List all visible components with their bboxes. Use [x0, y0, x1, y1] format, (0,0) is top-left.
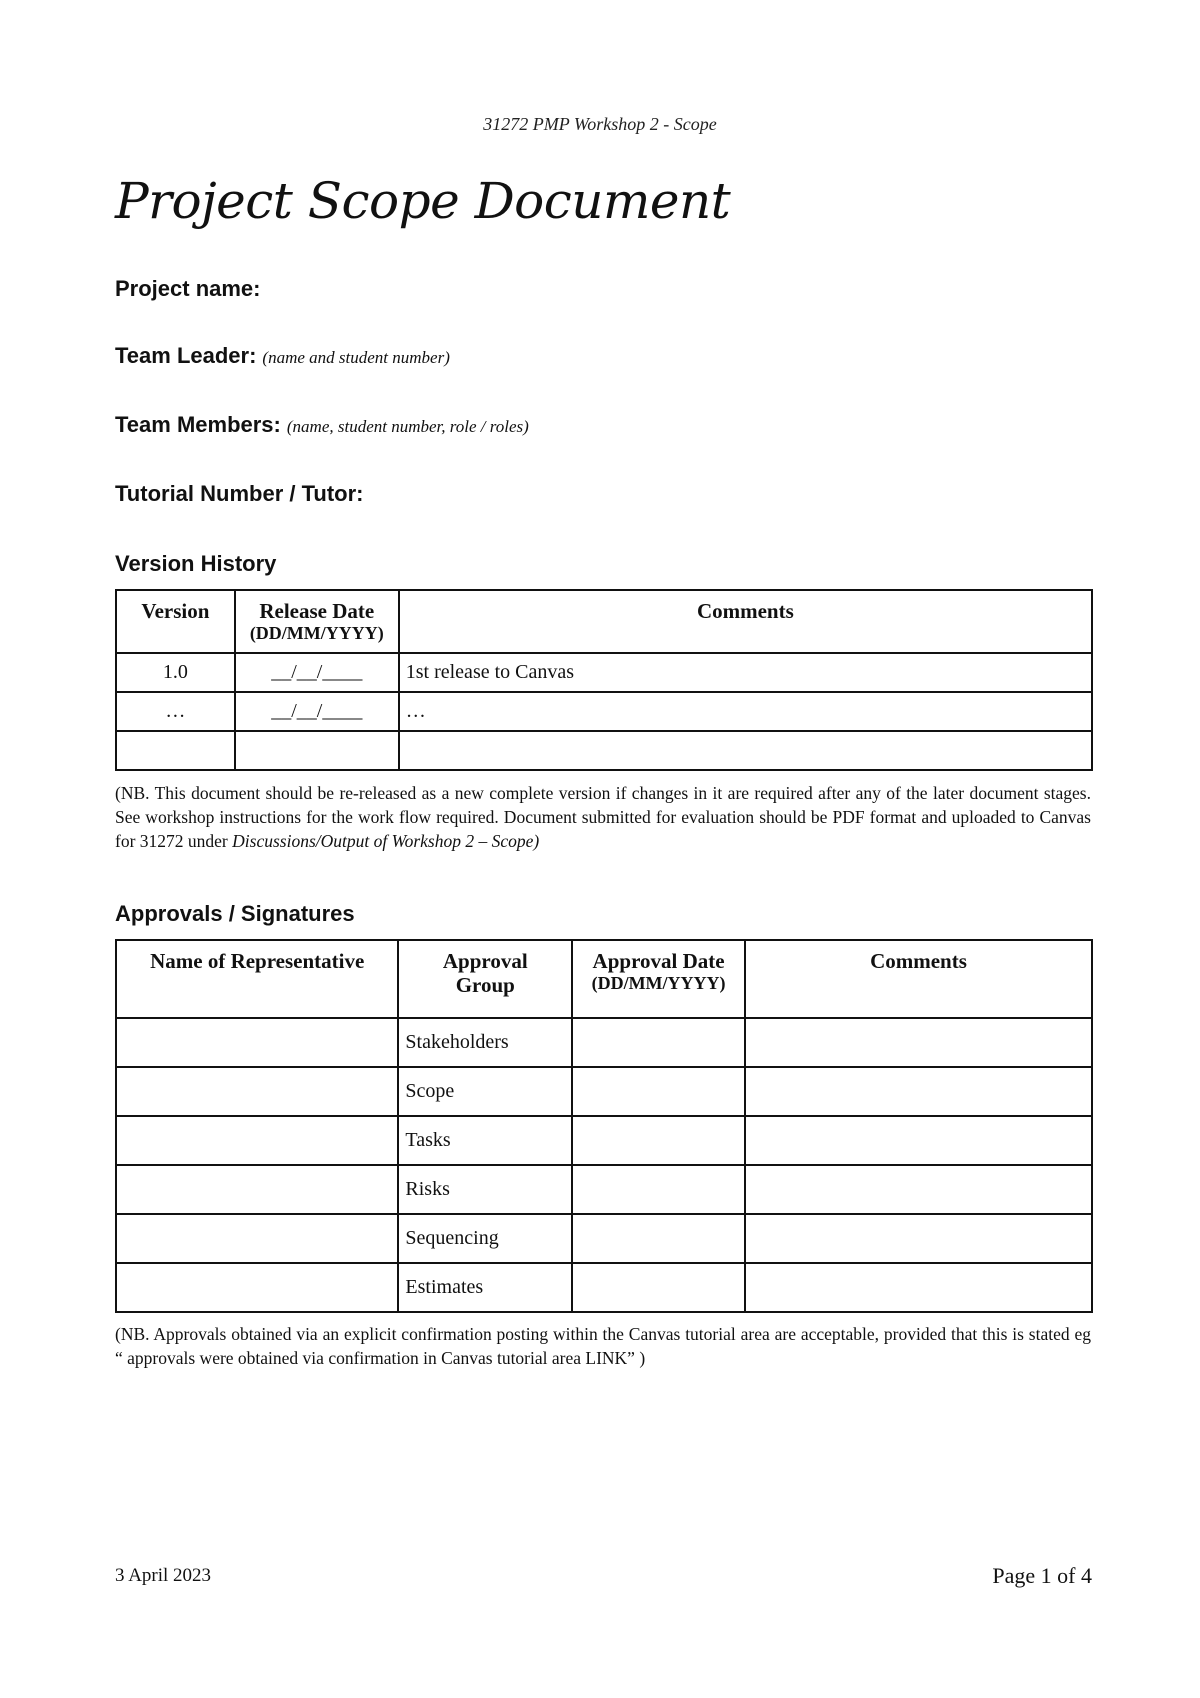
- approvals-note: (NB. Approvals obtained via an explicit confirmation posting within the Canvas tutorial area are acceptable, provided that this is stated eg “ approvals were obtained via confirmation in Canvas tutorial area LINK” ): [115, 1324, 1091, 1368]
- team-leader-label: Team Leader:: [115, 343, 257, 368]
- approval-group-cell: Sequencing: [398, 1214, 572, 1263]
- table-row: [116, 1018, 1092, 1067]
- footer-page-number: Page 1 of 4: [992, 1563, 1092, 1588]
- team-leader-hint: (name and student number): [262, 348, 450, 367]
- approval-date-column-header: Approval Date (DD/MM/YYYY): [572, 940, 745, 1018]
- team-leader-field: [115, 343, 450, 369]
- table-row: [116, 1165, 1092, 1214]
- approval-group-cell: Risks: [398, 1165, 572, 1214]
- version-cell: …: [116, 692, 235, 731]
- approval-date-cell: [572, 1018, 745, 1067]
- approval-comment-cell: [745, 1165, 1092, 1214]
- comments-column-header: Comments: [399, 590, 1092, 653]
- approval-group-cell: Scope: [398, 1067, 572, 1116]
- approval-group-cell: Estimates: [398, 1263, 572, 1312]
- version-note-path: Discussions/Output of Workshop 2 – Scope): [232, 831, 540, 851]
- approval-group-column-header: Approval Group: [398, 940, 572, 1018]
- approval-comment-cell: [745, 1263, 1092, 1312]
- team-members-hint: (name, student number, role / roles): [286, 417, 529, 436]
- version-cell: [116, 731, 235, 770]
- comment-cell: 1st release to Canvas: [399, 653, 1092, 692]
- team-members-field: [115, 412, 529, 438]
- project-name-field: [115, 276, 261, 302]
- table-row: [116, 731, 1092, 770]
- table-row: [116, 1116, 1092, 1165]
- footer-date: 3 April 2023: [115, 1565, 212, 1586]
- approval-date-cell: [572, 1165, 745, 1214]
- release-date-cell: __/__/____: [235, 692, 399, 731]
- version-cell: 1.0: [116, 653, 235, 692]
- table-row: [116, 692, 1092, 731]
- representative-cell: [116, 1165, 398, 1214]
- table-row: [116, 1067, 1092, 1116]
- approval-date-cell: [572, 1263, 745, 1312]
- table-header-row: [116, 590, 1092, 653]
- approval-date-cell: [572, 1116, 745, 1165]
- representative-cell: [116, 1067, 398, 1116]
- tutorial-field: [115, 481, 364, 507]
- team-members-label: Team Members:: [115, 412, 281, 437]
- version-column-header: Version: [116, 590, 235, 653]
- approvals-table: [115, 939, 1093, 1313]
- representative-cell: [116, 1116, 398, 1165]
- comment-cell: [399, 731, 1092, 770]
- approval-date-cell: [572, 1067, 745, 1116]
- release-date-format: (DD/MM/YYYY): [249, 623, 384, 643]
- approval-comment-cell: [745, 1214, 1092, 1263]
- approval-comment-cell: [745, 1067, 1092, 1116]
- version-history-note: [115, 781, 1091, 853]
- representative-cell: [116, 1263, 398, 1312]
- version-history-table: [115, 589, 1093, 771]
- release-date-column-header: Release Date (DD/MM/YYYY): [235, 590, 399, 653]
- table-row: [116, 1263, 1092, 1312]
- table-row: [116, 1214, 1092, 1263]
- release-date-cell: [235, 731, 399, 770]
- representative-cell: [116, 1018, 398, 1067]
- document-title: Project Scope Document: [115, 172, 731, 230]
- version-note-text: (NB. This document should be re-released as a new complete version if changes in it are required after any of the later document stages. See workshop instructions for the work flow required. Document submitted for evaluation should be PDF format and uploaded to Canvas for 31272 under: [115, 783, 1091, 851]
- table-header-row: [116, 940, 1092, 1018]
- project-name-label: Project name:: [115, 276, 261, 301]
- approval-comment-cell: [745, 1018, 1092, 1067]
- representative-cell: [116, 1214, 398, 1263]
- approval-group-cell: Stakeholders: [398, 1018, 572, 1067]
- tutorial-label: Tutorial Number / Tutor:: [115, 481, 364, 506]
- version-history-heading: Version History: [115, 551, 277, 576]
- approval-date-format: (DD/MM/YYYY): [591, 973, 726, 993]
- approval-date-cell: [572, 1214, 745, 1263]
- release-date-cell: __/__/____: [235, 653, 399, 692]
- approval-group-cell: Tasks: [398, 1116, 572, 1165]
- comment-cell: …: [399, 692, 1092, 731]
- representative-column-header: Name of Representative: [116, 940, 398, 1018]
- running-header: 31272 PMP Workshop 2 - Scope: [483, 114, 717, 134]
- approvals-heading: Approvals / Signatures: [115, 901, 355, 926]
- approval-comment-cell: [745, 1116, 1092, 1165]
- approval-comments-column-header: Comments: [745, 940, 1092, 1018]
- table-row: [116, 653, 1092, 692]
